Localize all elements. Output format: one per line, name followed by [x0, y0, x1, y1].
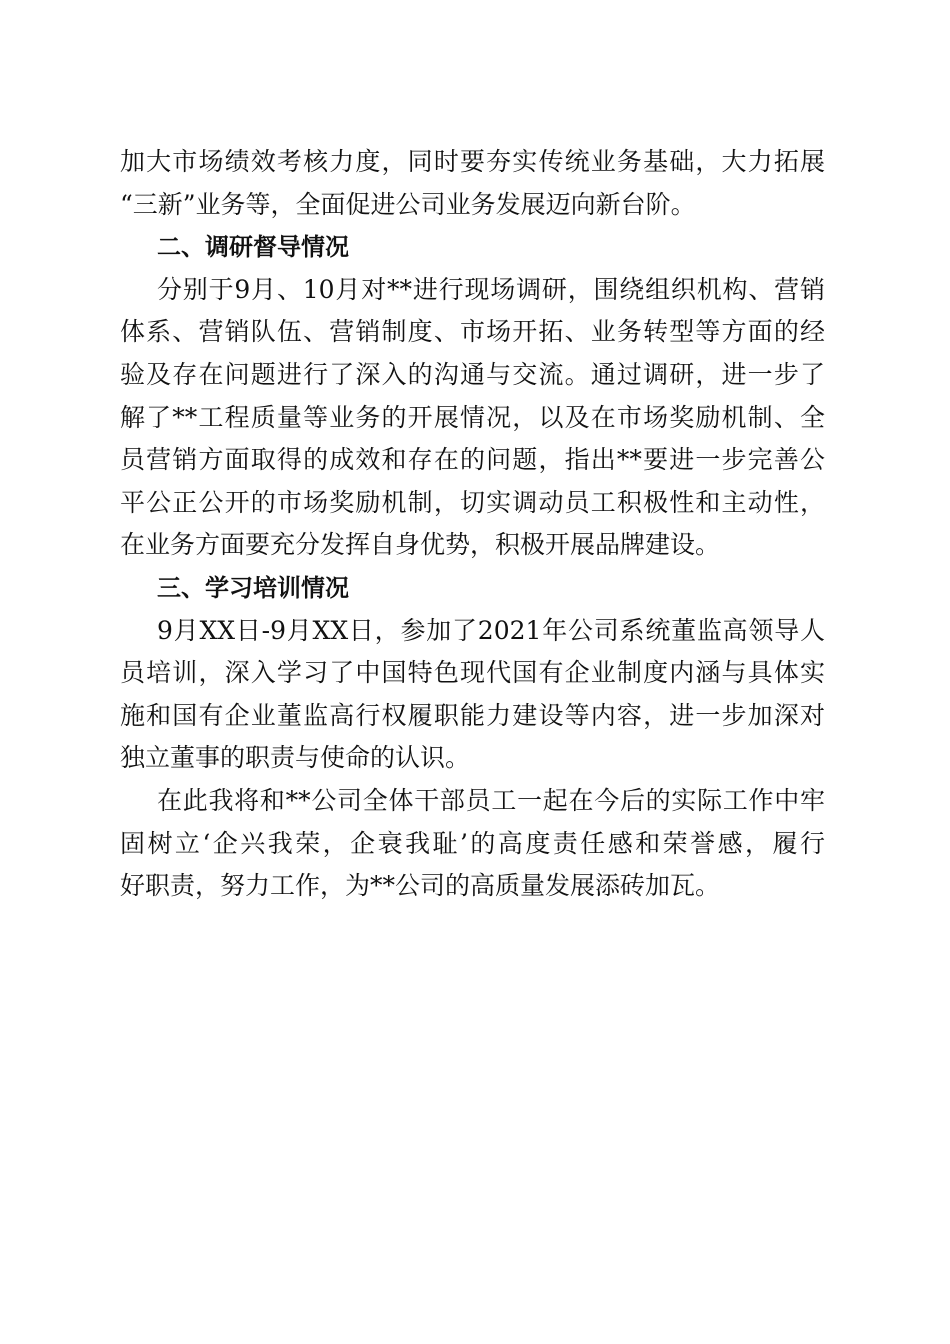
- paragraph-line: 固树立‘企兴我荣，企衰我耻’的高度责任感和荣誉感，履行: [120, 828, 825, 858]
- paragraph-line: 员培训，深入学习了中国特色现代国有企业制度内涵与具体实: [120, 658, 825, 688]
- paragraph-line: 员营销方面取得的成效和存在的问题，指出**要进一步完善公: [120, 445, 825, 475]
- paragraph-line: 在此我将和**公司全体干部员工一起在今后的实际工作中牢: [157, 785, 825, 815]
- paragraph-line: 平公正公开的市场奖励机制，切实调动员工积极性和主动性，: [120, 487, 825, 517]
- paragraph-line: 分别于9月、10月对**进行现场调研，围绕组织机构、营销: [157, 274, 825, 304]
- paragraph-line: 独立董事的职责与使命的认识。: [120, 743, 471, 773]
- paragraph-line: 好职责，努力工作，为**公司的高质量发展添砖加瓦。: [120, 871, 721, 901]
- paragraph-line: 在业务方面要充分发挥自身优势，积极开展品牌建设。: [120, 530, 721, 560]
- paragraph-intro: [120, 141, 825, 226]
- paragraph-line: 9月XX日-9月XX日，参加了2021年公司系统董监高领导人: [157, 615, 825, 645]
- section-study-training: [120, 567, 825, 780]
- paragraph-line: 解了**工程质量等业务的开展情况，以及在市场奖励机制、全: [120, 402, 825, 432]
- paragraph-line: 加大市场绩效考核力度，同时要夯实传统业务基础，大力拓展: [120, 147, 825, 176]
- section-research-supervision: [120, 226, 825, 567]
- paragraph-line: 验及存在问题进行了深入的沟通与交流。通过调研，进一步了: [120, 359, 825, 389]
- paragraph-line: 施和国有企业董监高行权履职能力建设等内容，进一步加深对: [120, 700, 825, 730]
- paragraph-closing: [120, 780, 825, 908]
- document-body: [120, 141, 825, 908]
- section-heading: 三、学习培训情况: [157, 573, 349, 602]
- paragraph-line: 体系、营销队伍、营销制度、市场开拓、业务转型等方面的经: [120, 317, 825, 347]
- section-heading: 二、调研督导情况: [157, 233, 349, 262]
- paragraph-line: “三新”业务等，全面促进公司业务发展迈向新台阶。: [120, 189, 696, 219]
